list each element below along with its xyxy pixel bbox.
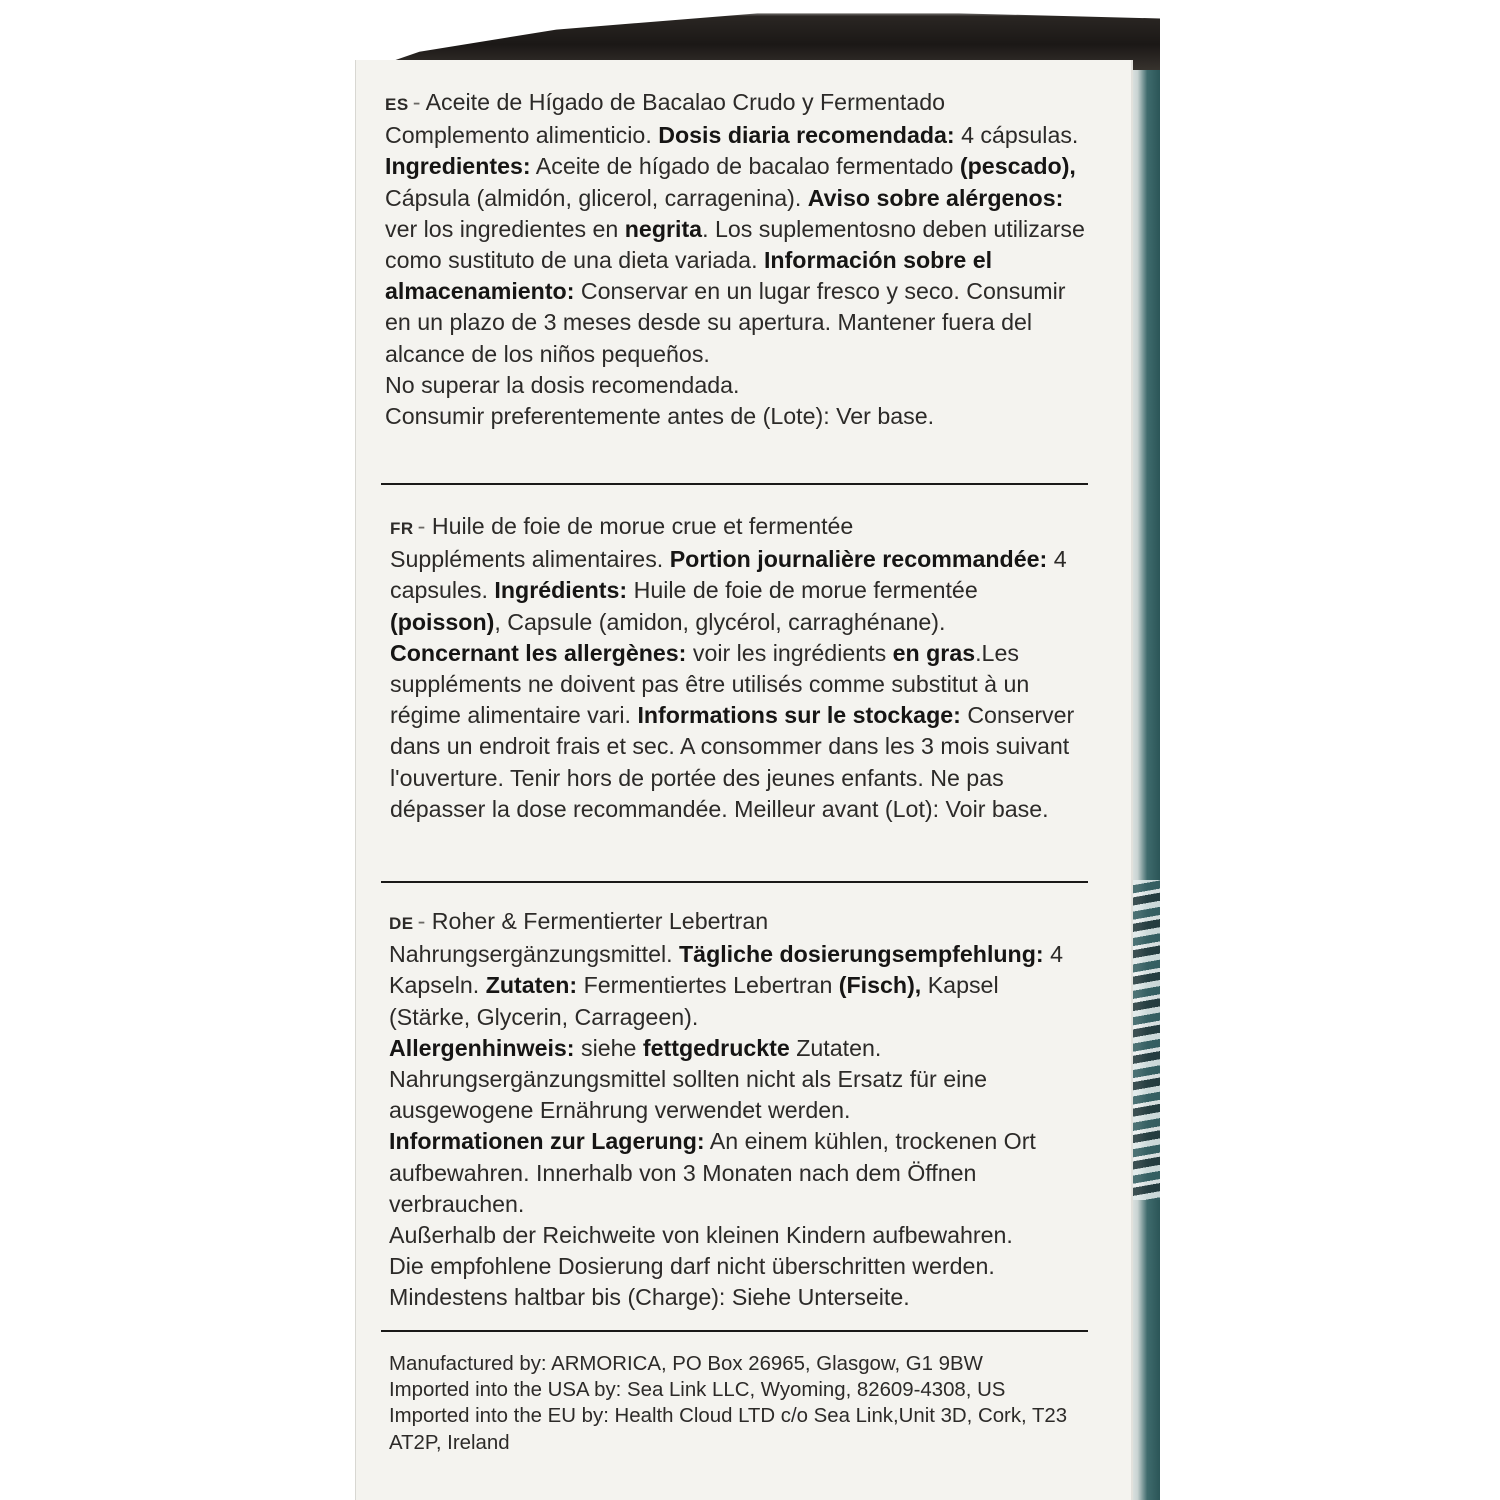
de-storage: [389, 1126, 1079, 1220]
es-allergen-a: ver los ingredientes en: [385, 215, 619, 242]
es-allergen-label: Aviso sobre alérgenos:: [807, 184, 1064, 211]
es-storage-text: Conservar en un lugar fresco y seco. Consumir en un plazo de 3 meses desde su apertura. Mantener fuera del alcance de los niños pequeños.: [385, 278, 1066, 367]
de-language-code: DE: [389, 914, 414, 933]
de-best-before: Mindestens haltbar bis (Charge): Siehe Unterseite.: [389, 1284, 910, 1311]
manufactured-by: Manufactured by: ARMORICA, PO Box 26965, Glasgow, G1 9BW: [389, 1353, 983, 1375]
fr-intro: Suppléments alimentaires.: [390, 546, 664, 573]
es-best-before: Consumir preferentemente antes de (Lote): Ver base.: [385, 403, 935, 430]
fr-title: Huile de foie de morue crue et fermentée: [431, 513, 854, 539]
fr-body: [390, 544, 1080, 825]
fr-allergen-label: Concernant les allergènes:: [390, 639, 687, 666]
de-heading: DE - Roher & Fermentierter Lebertran: [389, 908, 769, 934]
de-allergen-bold: fettgedruckte: [642, 1034, 790, 1061]
es-ingredients-a: Aceite de hígado de bacalao fermentado: [535, 153, 954, 180]
de-body: [389, 939, 1079, 1033]
manufacturer-info: [389, 1351, 1079, 1456]
imported-eu: Imported into the EU by: Health Cloud LTD c/o Sea Link,Unit 3D, Cork, T23 AT2P, Ireland: [389, 1405, 1068, 1454]
fr-allergen-a: voir les ingrédients: [692, 639, 887, 666]
es-intro: Complemento alimenticio.: [385, 122, 652, 149]
de-ingredients-label: Zutaten:: [485, 972, 578, 999]
fr-ingredients-allergen: (poisson): [390, 608, 495, 635]
de-allergen: [389, 1033, 1079, 1064]
de-substitute: Nahrungsergänzungsmittel sollten nicht als Ersatz für eine ausgewogene Ernährung verwendet werden.: [389, 1066, 988, 1124]
fr-storage-label: Informations sur le stockage:: [637, 702, 961, 729]
fr-language-code: FR: [390, 519, 414, 538]
de-title: Roher & Fermentierter Lebertran: [431, 908, 769, 934]
es-allergen-bold: negrita: [624, 215, 703, 242]
es-heading: ES - Aceite de Hígado de Bacalao Crudo y Fermentado: [385, 89, 946, 115]
es-dose-label: Dosis diaria recomendada:: [658, 122, 955, 149]
de-allergen-label: Allergenhinweis:: [389, 1034, 575, 1061]
fr-allergen-b: .Les suppléments ne doivent pas être utilisés comme substitut à un régime alimentaire vari.: [390, 639, 1030, 729]
es-title: Aceite de Hígado de Bacalao Crudo y Fermentado: [425, 89, 946, 115]
de-ingredients-b: Kapsel (Stärke, Glycerin, Carrageen).: [389, 972, 999, 1030]
es-ingredients-label: Ingredientes:: [385, 153, 531, 180]
es-allergen-b: . Los suplementosno deben utilizarse como sustituto de una dieta variada.: [385, 215, 1085, 274]
de-allergen-b: Zutaten.: [796, 1034, 882, 1061]
divider-1: [381, 483, 1088, 485]
de-ingredients-allergen: (Fisch),: [838, 972, 922, 999]
divider-2: [381, 881, 1088, 883]
de-children: Außerhalb der Reichweite von kleinen Kindern aufbewahren.: [389, 1222, 1013, 1249]
fr-storage-text: Conserver dans un endroit frais et sec. A consommer dans les 3 mois suivant l'ouverture. Tenir hors de portée des jeunes enfants. Ne pas dépasser la dose recommandée. Meilleur avant (Lot): Voir base.: [390, 702, 1075, 822]
fr-ingredients-label: Ingrédients:: [494, 577, 628, 604]
section-es: [385, 87, 1090, 432]
fr-allergen-bold: en gras: [892, 639, 976, 666]
de-dose-warning: Die empfohlene Dosierung darf nicht überschritten werden.: [389, 1253, 995, 1280]
de-dose-label: Tägliche dosierungsempfehlung:: [679, 941, 1044, 968]
fr-dose-label: Portion journalière recommandée:: [669, 546, 1048, 573]
fr-ingredients-b: , Capsule (amidon, glycérol, carraghénane).: [494, 608, 946, 635]
de-dose-value: 4 Kapseln.: [389, 941, 1063, 999]
de-allergen-a: siehe: [581, 1034, 637, 1061]
section-de: [389, 906, 1079, 1314]
es-language-code: ES: [385, 95, 409, 114]
de-storage-text: An einem kühlen, trockenen Ort aufbewahren. Innerhalb von 3 Monaten nach dem Öffnen verbrauchen.: [389, 1128, 1036, 1217]
fr-ingredients-a: Huile de foie de morue fermentée: [633, 577, 978, 604]
imported-usa: Imported into the USA by: Sea Link LLC, Wyoming, 82609-4308, US: [389, 1379, 1006, 1402]
fr-dose-value: 4 capsules.: [390, 546, 1067, 604]
es-dose-warning: No superar la dosis recomendada.: [385, 371, 740, 398]
es-ingredients-allergen: (pescado),: [959, 153, 1076, 180]
de-intro: Nahrungsergänzungsmittel.: [389, 941, 673, 968]
es-body: [385, 120, 1090, 370]
divider-3: [381, 1330, 1088, 1332]
section-fr: [390, 511, 1080, 825]
de-ingredients-a: Fermentiertes Lebertran: [583, 972, 833, 999]
es-storage-label: Información sobre el almacenamiento:: [385, 247, 993, 305]
es-dose-value: 4 cápsulas.: [961, 122, 1079, 149]
es-ingredients-b: Cápsula (almidón, glicerol, carragenina).: [385, 184, 802, 211]
de-storage-label: Informationen zur Lagerung:: [389, 1128, 705, 1155]
fr-heading: FR - Huile de foie de morue crue et fermentée: [390, 513, 854, 539]
